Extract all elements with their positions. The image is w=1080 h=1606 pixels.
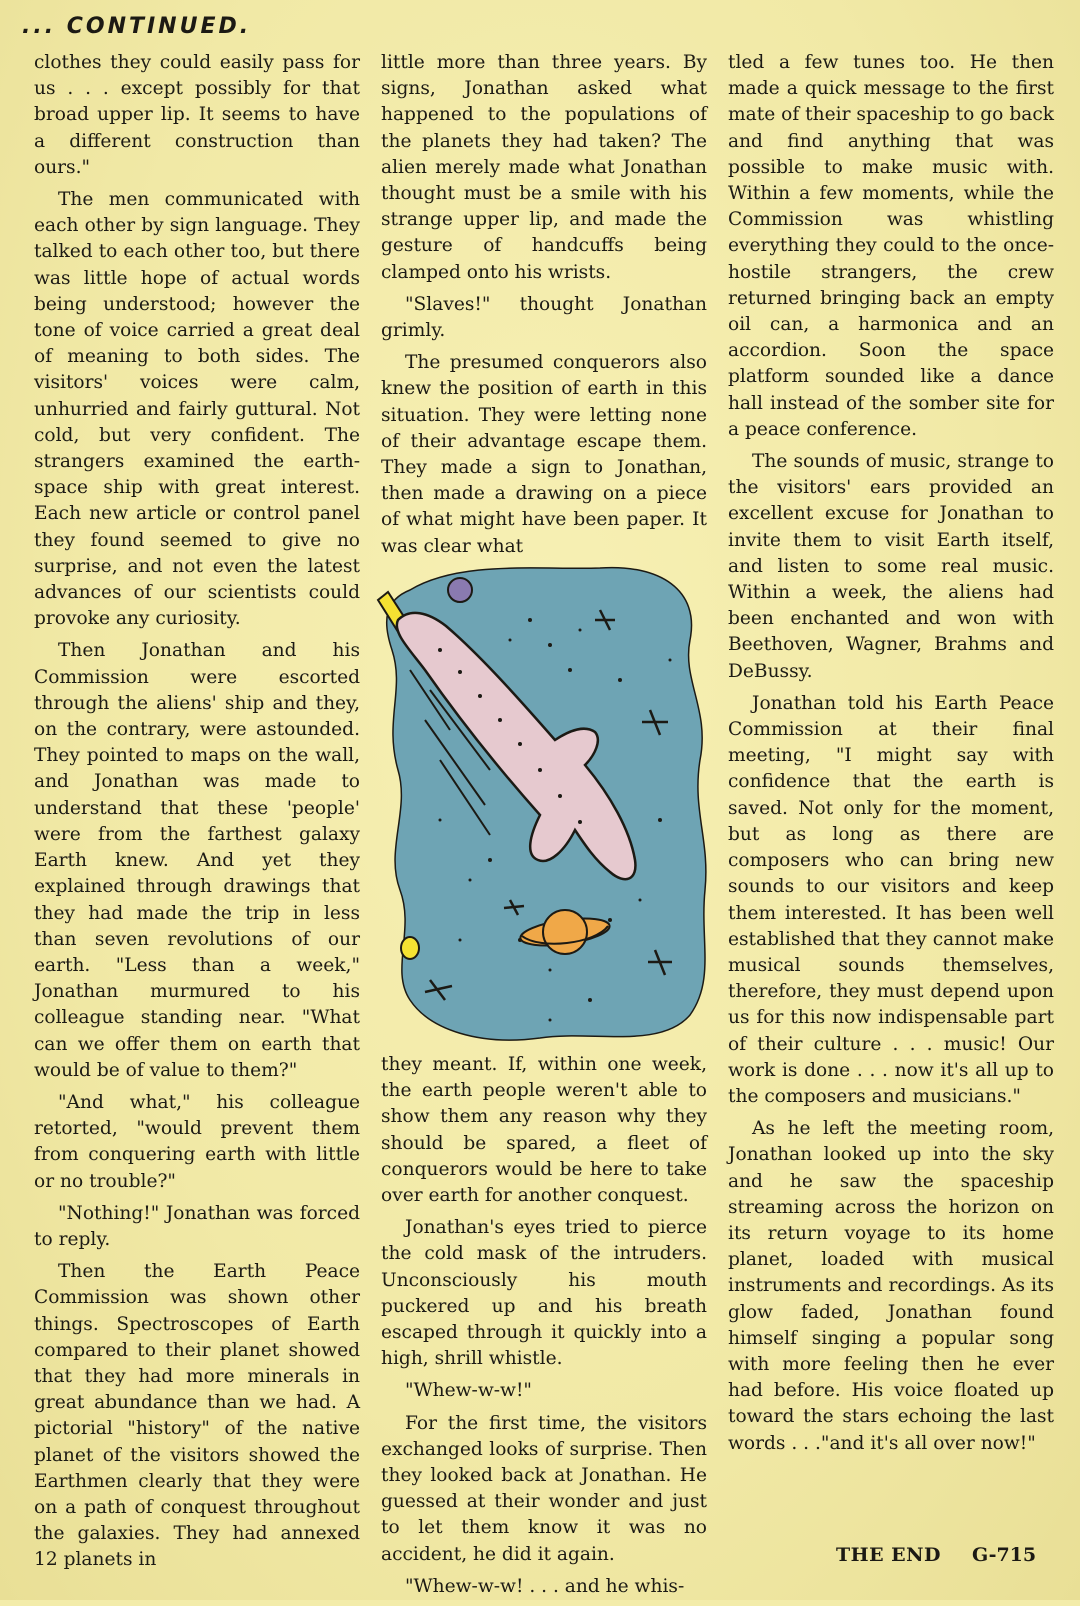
text-column-3 bbox=[728, 50, 1054, 1463]
paragraph: Then the Earth Peace Commission was shown other things. Spectroscopes of Earth compared to their planet showed that they had more minerals in great abundance than we had. A pictorial "history" of the native planet of the visitors showed the Earthmen clearly that they were on a path of conquest throughout the galaxies. They had annexed 12 planets in bbox=[34, 1261, 360, 1571]
the-end-label: THE END bbox=[836, 1544, 942, 1566]
page-code-label: G-715 bbox=[972, 1544, 1037, 1566]
paragraph: "Whew-w-w!" bbox=[405, 1380, 532, 1402]
spaceship-illustration bbox=[370, 560, 716, 1046]
paragraph: tled a few tunes too. He then made a quick message to the first mate of their spaceship to go back and find anything that was possible to make music with. Within a few moments, while the Commission was whistling everything they could to the once-hostile strangers, the crew returned bringing back an empty oil can, a harmonica and an accordion. Soon the space platform sounded like a dance hall instead of the somber site for a peace conference. bbox=[728, 52, 1054, 440]
paragraph: little more than three years. By signs, Jonathan asked what happened to the populations of the planets they had taken? The alien merely made what Jonathan thought must be a smile with his strange upper lip, and made the gesture of handcuffs being clamped onto his wrists. bbox=[381, 52, 707, 283]
text-column-2-bottom bbox=[381, 1052, 707, 1606]
text-column-1 bbox=[34, 50, 360, 1580]
paragraph: "And what," his colleague retorted, "would prevent them from conquering earth with little or no trouble?" bbox=[34, 1091, 360, 1192]
paragraph: "Whew-w-w! . . . and he whis- bbox=[405, 1575, 685, 1597]
paragraph: The men communicated with each other by sign language. They talked to each other too, but there was little hope of actual words being understood; however the tone of voice carried a great deal of meaning to both sides. The visitors' voices were calm, unhurried and fairly guttural. Not cold, but very confident. The strangers examined the earth-space ship with great interest. Each new article or control panel they found seemed to give no surprise, and not even the latest advances of our scientists could provoke any curiosity. bbox=[34, 189, 360, 630]
paragraph: The sounds of music, strange to the visitors' ears provided an excellent excuse for Jonathan to invite them to visit Earth itself, and listen to some real music. Within a week, the aliens had been enchanted and won with Beethoven, Wagner, Brahms and DeBussy. bbox=[728, 451, 1054, 682]
text-column-2-top bbox=[381, 50, 707, 566]
moon-icon bbox=[448, 578, 472, 602]
small-moon-icon bbox=[401, 937, 419, 959]
paragraph: The presumed conquerors also knew the position of earth in this situation. They were letting none of their advantage escape them. They made a sign to Jonathan, then made a drawing on a piece of what might have been paper. It was clear what bbox=[381, 352, 707, 557]
paragraph: clothes they could easily pass for us . . . except possibly for that broad upper lip. It seems to have a different construction than ours." bbox=[34, 52, 360, 178]
paragraph: "Slaves!" thought Jonathan grimly. bbox=[381, 293, 707, 342]
continued-header: ... CONTINUED. bbox=[22, 14, 252, 39]
paragraph: As he left the meeting room, Jonathan looked up into the sky and he saw the spaceship streaming across the horizon on its return voyage to its home planet, loaded with musical instruments and recordings. As its glow faded, Jonathan found himself singing a popular song with more feeling then he ever had before. His voice floated up toward the stars echoing the last words . . ."and it's all over now!" bbox=[728, 1118, 1054, 1454]
paragraph: Jonathan told his Earth Peace Commission at their final meeting, "I might say with confidence that the earth is saved. Not only for the moment, but as long as there are composers who can bring new sounds to our visitors and keep them interested. It has been well established that they cannot make musical sounds themselves, therefore, they must depend upon us for this now indispensable part of their culture . . . music! Our work is done . . . now it's all up to the composers and musicians." bbox=[728, 692, 1054, 1107]
paragraph: Jonathan's eyes tried to pierce the cold mask of the intruders. Unconsciously his mouth puckered up and his breath escaped through it quickly into a high, shrill whistle. bbox=[381, 1217, 707, 1370]
paragraph: Then Jonathan and his Commission were escorted through the aliens' ship and they, on the contrary, were astounded. They pointed to maps on the wall, and Jonathan was made to understand that these 'people' were from the farthest galaxy Earth knew. And yet they explained through drawings that they had made the trip in less than seven revolutions of our earth. "Less than a week," Jonathan murmured to his colleague standing near. "What can we offer them on earth that would be of value to them?" bbox=[34, 640, 360, 1081]
paragraph: they meant. If, within one week, the earth people weren't able to show them any reason why they should be spared, a fleet of conquerors would be here to take over earth for another conquest. bbox=[381, 1054, 707, 1207]
paragraph: For the first time, the visitors exchanged looks of surprise. Then they looked back at Jonathan. He guessed at their wonder and just to let them know it was no accident, he did it again. bbox=[381, 1412, 707, 1565]
paragraph: "Nothing!" Jonathan was forced to reply. bbox=[34, 1202, 360, 1250]
